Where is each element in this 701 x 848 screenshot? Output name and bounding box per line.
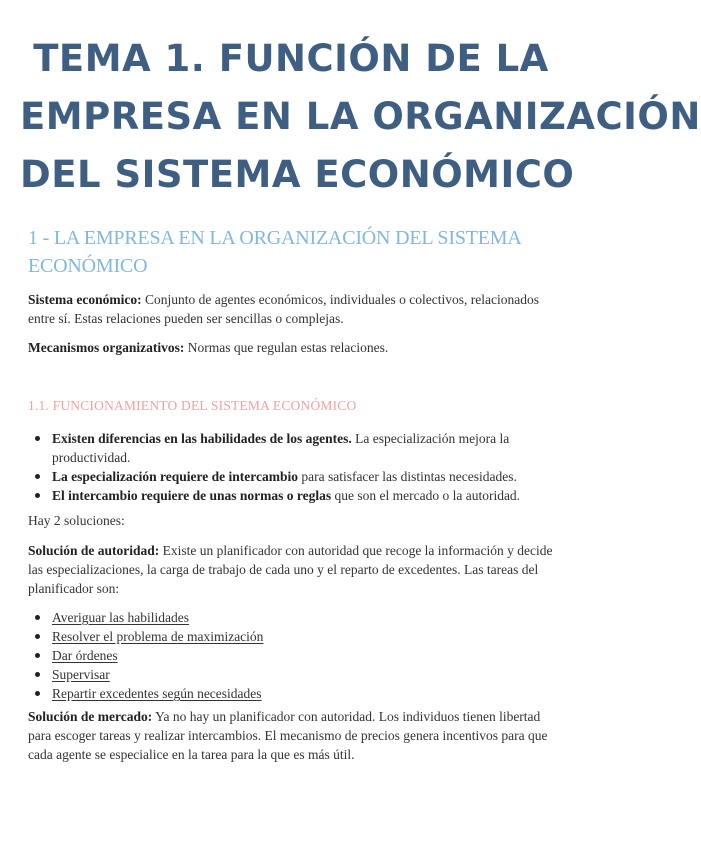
bullet-icon (35, 672, 40, 677)
link-supervisar[interactable]: Supervisar (52, 667, 110, 682)
definition-text: Conjunto de agentes económicos, individuales o colectivos, relacionados entre sí. Estas relaciones pueden ser sencillas o complejas. (28, 292, 540, 326)
section-heading-1: 1 - LA EMPRESA EN LA ORGANIZACIÓN DEL SISTEMA ECONÓMICO (28, 227, 521, 277)
title-line-3: DEL SISTEMA ECONÓMICO (20, 153, 575, 196)
list-item-bold: La especialización requiere de intercambio (52, 469, 298, 484)
list-item-text: La especialización mejora la productividad. (52, 431, 510, 465)
definition-text: Existe un planificador con autoridad que recoge la información y decide las especializaciones, la carga de trabajo de cada uno y el reparto de excedentes. Las tareas del planificador son: (28, 543, 553, 596)
list-item[interactable] (28, 684, 556, 703)
link-dar-ordenes[interactable]: Dar órdenes (52, 648, 118, 663)
bullet-icon (35, 474, 40, 479)
list-item (28, 429, 556, 467)
list-item[interactable] (28, 608, 556, 627)
list-item[interactable] (28, 646, 556, 665)
bullet-icon (35, 653, 40, 658)
bullet-icon (35, 691, 40, 696)
list-item-bold: El intercambio requiere de unas normas o reglas (52, 488, 332, 503)
definition-sistema-economico (28, 290, 556, 328)
bullet-icon (35, 634, 40, 639)
funcionamiento-list (28, 429, 556, 505)
link-resolver-maximizacion[interactable]: Resolver el problema de maximización (52, 629, 264, 644)
list-item[interactable] (28, 665, 556, 684)
title-line-1: TEMA 1. FUNCIÓN DE LA (33, 37, 549, 80)
tareas-planificador-list (28, 608, 556, 703)
page-title (20, 30, 701, 204)
section-heading-1-1: 1.1. FUNCIONAMIENTO DEL SISTEMA ECONÓMICO (28, 398, 357, 413)
definition-text: Ya no hay un planificador con autoridad. Los individuos tienen libertad para escoger tareas y realizar intercambios. El mecanismo de precios genera incentivos para que cada agente se especialice en la tarea para la que es más útil. (28, 709, 548, 762)
list-item (28, 467, 556, 486)
link-repartir-excedentes[interactable]: Repartir excedentes según necesidades (52, 686, 262, 701)
term-mecanismos: Mecanismos organizativos: (28, 340, 185, 355)
term-sistema-economico: Sistema económico: (28, 292, 142, 307)
link-averiguar-habilidades[interactable]: Averiguar las habilidades (52, 610, 189, 625)
definition-text: Normas que regulan estas relaciones. (184, 340, 389, 355)
definition-solucion-mercado (28, 707, 556, 764)
bullet-icon (35, 436, 40, 441)
list-item-text: que son el mercado o la autoridad. (331, 488, 521, 503)
definition-mecanismos (28, 338, 556, 357)
soluciones-intro: Hay 2 soluciones: (28, 513, 125, 528)
list-item (28, 486, 556, 505)
title-line-2: EMPRESA EN LA ORGANIZACIÓN (20, 95, 701, 138)
bullet-icon (35, 615, 40, 620)
definition-solucion-autoridad (28, 541, 556, 598)
term-solucion-autoridad: Solución de autoridad: (28, 543, 160, 558)
list-item-bold: Existen diferencias en las habilidades de los agentes. (52, 431, 352, 446)
list-item[interactable] (28, 627, 556, 646)
bullet-icon (35, 493, 40, 498)
term-solucion-mercado: Solución de mercado: (28, 709, 153, 724)
list-item-text: para satisfacer las distintas necesidades. (297, 469, 517, 484)
